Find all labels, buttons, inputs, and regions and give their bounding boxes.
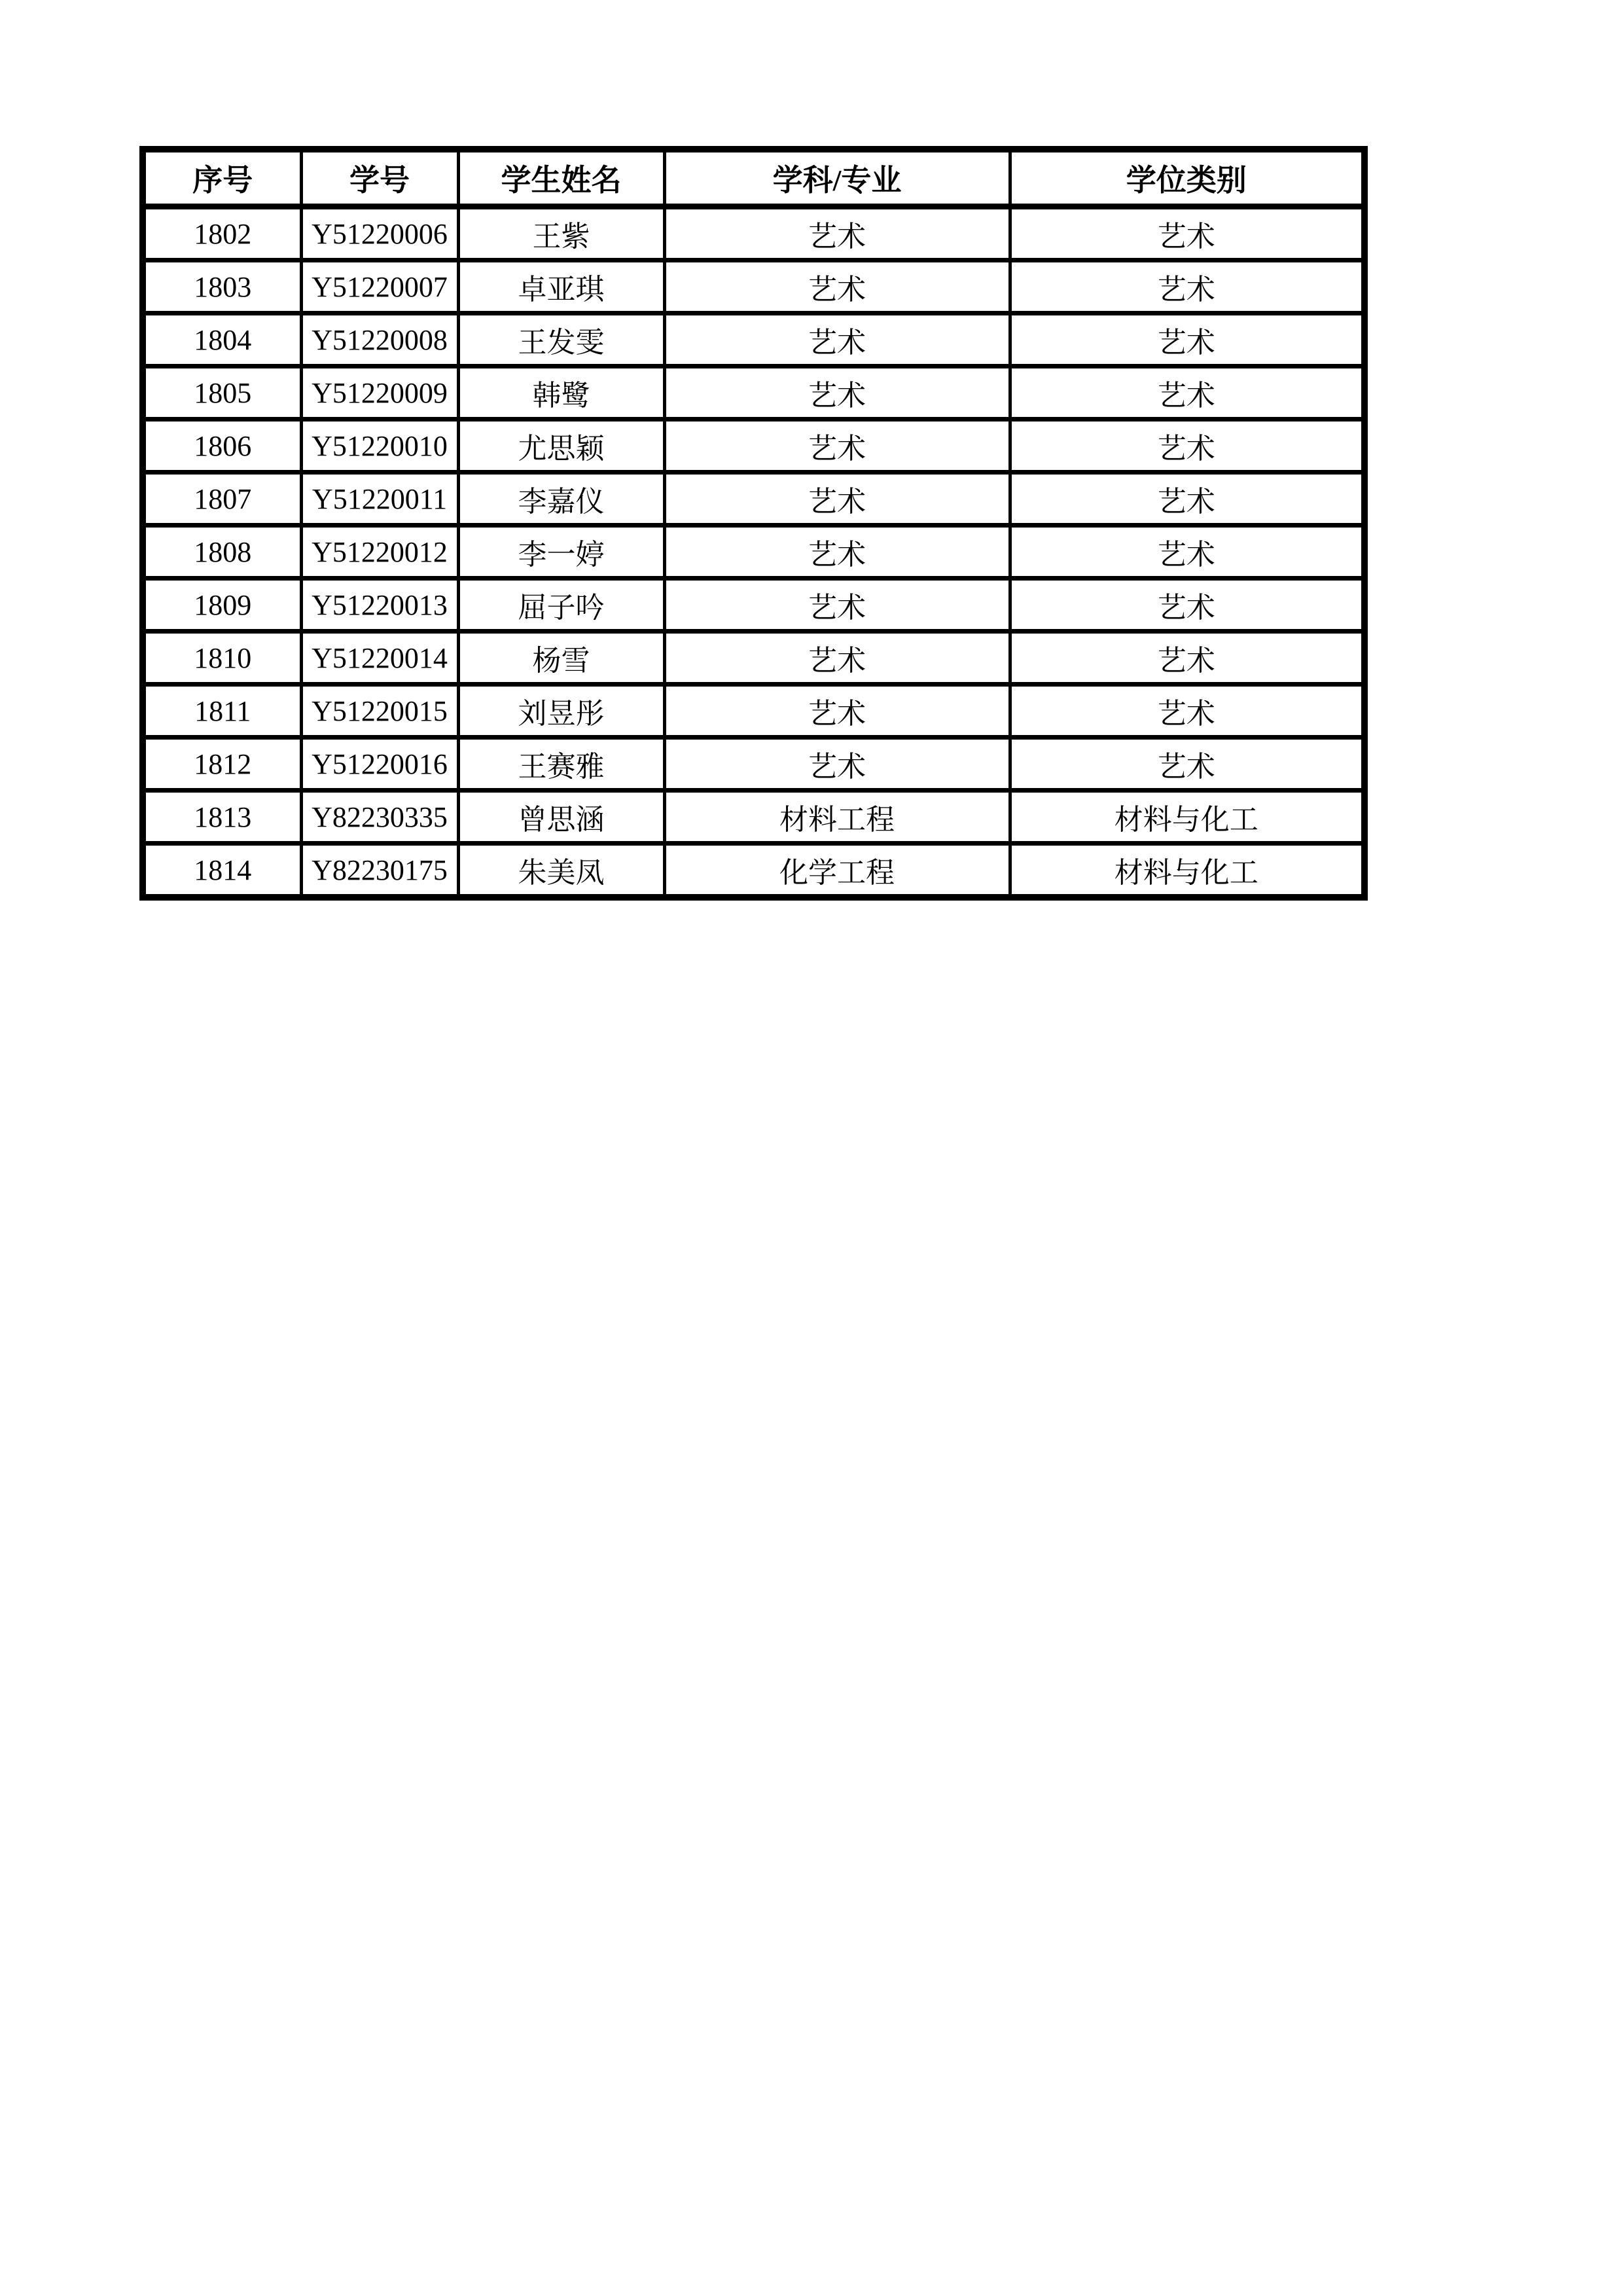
table-cell: 艺术 — [1010, 314, 1364, 367]
table-cell: 艺术 — [1010, 207, 1364, 260]
table-cell: 艺术 — [1010, 579, 1364, 632]
table-cell: 艺术 — [1010, 420, 1364, 473]
table-row — [143, 473, 1364, 526]
table-row — [143, 685, 1364, 738]
table-cell: 1812 — [143, 738, 301, 791]
table-cell: Y51220016 — [301, 738, 458, 791]
table-cell: 杨雪 — [458, 632, 664, 685]
table-row — [143, 738, 1364, 791]
table-cell: 艺术 — [664, 207, 1010, 260]
table-row — [143, 844, 1364, 898]
table-cell: 艺术 — [1010, 526, 1364, 579]
table-cell: 尤思颖 — [458, 420, 664, 473]
table-cell: 1810 — [143, 632, 301, 685]
header-cell-name: 学生姓名 — [458, 149, 664, 207]
table-cell: 朱美凤 — [458, 844, 664, 898]
table-cell: 艺术 — [1010, 367, 1364, 420]
table-row — [143, 632, 1364, 685]
table-cell: 材料与化工 — [1010, 844, 1364, 898]
table-cell: 艺术 — [1010, 738, 1364, 791]
table-cell: 艺术 — [664, 738, 1010, 791]
table-cell: 艺术 — [664, 685, 1010, 738]
table-header-row — [143, 149, 1364, 207]
table-cell: 化学工程 — [664, 844, 1010, 898]
table-cell: Y51220011 — [301, 473, 458, 526]
table-cell: 王赛雅 — [458, 738, 664, 791]
table-cell: 韩鹭 — [458, 367, 664, 420]
table-row — [143, 791, 1364, 844]
table-cell: 艺术 — [664, 632, 1010, 685]
table-cell: 艺术 — [1010, 632, 1364, 685]
header-cell-major: 学科/专业 — [664, 149, 1010, 207]
table-body — [143, 207, 1364, 898]
table-cell: 1804 — [143, 314, 301, 367]
table-cell: Y51220015 — [301, 685, 458, 738]
table-cell: 艺术 — [1010, 260, 1364, 314]
table-row — [143, 207, 1364, 260]
table-cell: Y51220014 — [301, 632, 458, 685]
table-cell: 王发雯 — [458, 314, 664, 367]
table-cell: 王紫 — [458, 207, 664, 260]
table-cell: 1805 — [143, 367, 301, 420]
table-cell: Y51220007 — [301, 260, 458, 314]
table-cell: Y51220009 — [301, 367, 458, 420]
table-cell: 艺术 — [1010, 685, 1364, 738]
table-cell: 1809 — [143, 579, 301, 632]
table-cell: 李一婷 — [458, 526, 664, 579]
table-cell: 材料工程 — [664, 791, 1010, 844]
table-row — [143, 367, 1364, 420]
header-cell-degree: 学位类别 — [1010, 149, 1364, 207]
table-cell: 1802 — [143, 207, 301, 260]
table-cell: Y51220010 — [301, 420, 458, 473]
table-cell: Y51220006 — [301, 207, 458, 260]
table-cell: 1807 — [143, 473, 301, 526]
table-cell: Y51220013 — [301, 579, 458, 632]
table-cell: 艺术 — [664, 367, 1010, 420]
table-cell: 1811 — [143, 685, 301, 738]
table-cell: 刘昱彤 — [458, 685, 664, 738]
table-cell: 艺术 — [664, 579, 1010, 632]
table-cell: 艺术 — [664, 473, 1010, 526]
table-row — [143, 260, 1364, 314]
header-cell-id: 学号 — [301, 149, 458, 207]
table-cell: 曾思涵 — [458, 791, 664, 844]
table-cell: 1808 — [143, 526, 301, 579]
table-cell: 1813 — [143, 791, 301, 844]
table-row — [143, 420, 1364, 473]
table-cell: Y51220012 — [301, 526, 458, 579]
student-table — [139, 146, 1368, 901]
table-cell: Y51220008 — [301, 314, 458, 367]
table-cell: 1806 — [143, 420, 301, 473]
table-row — [143, 526, 1364, 579]
table-cell: 1803 — [143, 260, 301, 314]
table-cell: 艺术 — [664, 314, 1010, 367]
table-cell: Y82230175 — [301, 844, 458, 898]
table-cell: 1814 — [143, 844, 301, 898]
table-row — [143, 314, 1364, 367]
table-cell: 艺术 — [664, 420, 1010, 473]
table-row — [143, 579, 1364, 632]
table-cell: 材料与化工 — [1010, 791, 1364, 844]
header-cell-index: 序号 — [143, 149, 301, 207]
table-cell: 艺术 — [1010, 473, 1364, 526]
table-cell: 艺术 — [664, 526, 1010, 579]
table-cell: 李嘉仪 — [458, 473, 664, 526]
table-cell: 卓亚琪 — [458, 260, 664, 314]
table-cell: Y82230335 — [301, 791, 458, 844]
table-cell: 艺术 — [664, 260, 1010, 314]
table-cell: 屈子吟 — [458, 579, 664, 632]
